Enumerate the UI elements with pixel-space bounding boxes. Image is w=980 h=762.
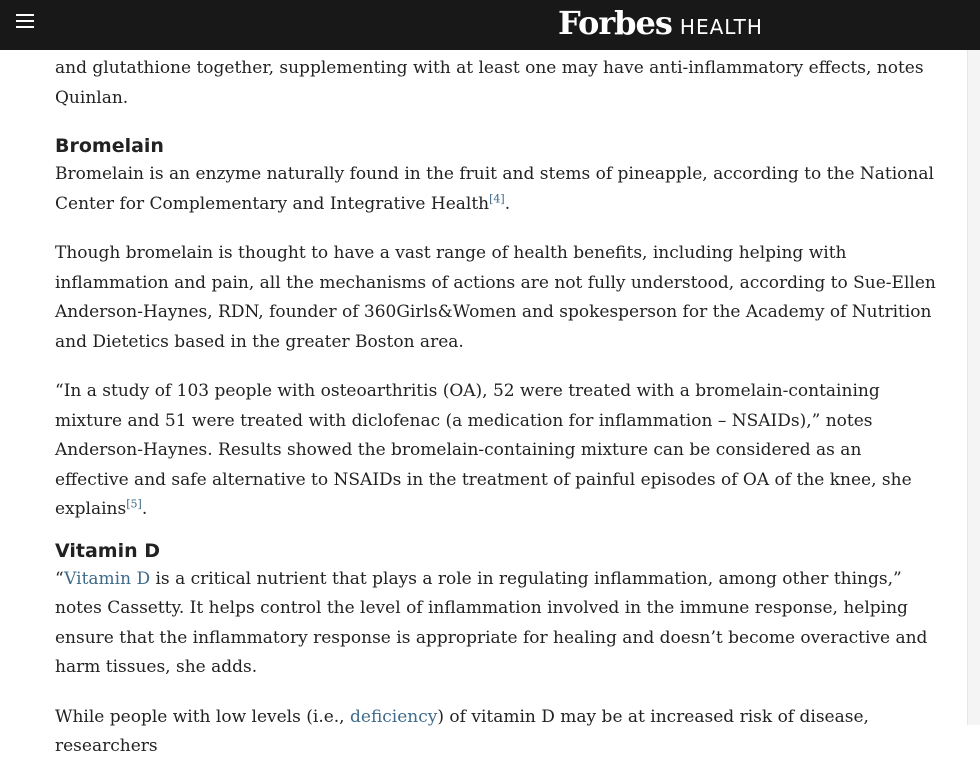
menu-line xyxy=(16,26,34,28)
article-body xyxy=(55,54,940,762)
vitamin-d-open-quote: “ xyxy=(55,568,65,589)
bromelain-p1-text: Bromelain is an enzyme naturally found in the fruit and stems of pineapple, according to the National Center for Complementary and Integrative Health xyxy=(55,164,934,214)
citation-link-4[interactable]: [4] xyxy=(489,191,505,205)
bromelain-paragraph-3 xyxy=(55,377,940,525)
hamburger-menu-icon[interactable] xyxy=(16,14,36,30)
intro-paragraph: and glutathione together, supplementing with at least one may have anti-inflammatory effects, notes Quinlan. xyxy=(55,58,924,108)
bromelain-p3-end: . xyxy=(141,499,148,519)
bromelain-paragraph-2: Though bromelain is thought to have a vast range of health benefits, including helping with inflammation and pain, all the mechanisms of actions are not fully understood, according to Sue-Ellen Anderson-Haynes, RDN, founder of 360Girls&Women and spokesperson for the Academy of Nutrition and Dietetics based in the greater Boston area. xyxy=(55,243,936,352)
section-heading-vitamin-d: Vitamin D xyxy=(55,539,161,562)
top-navigation-bar xyxy=(0,0,980,50)
vitamin-d-paragraph-2 xyxy=(55,703,940,762)
logo-forbes: Forbes xyxy=(558,4,672,42)
logo-health: HEALTH xyxy=(679,15,763,39)
bromelain-paragraph-1 xyxy=(55,160,940,219)
citation-link-5[interactable]: [5] xyxy=(126,497,142,511)
menu-line xyxy=(16,14,34,16)
forbes-health-logo[interactable] xyxy=(558,4,763,46)
section-heading-bromelain: Bromelain xyxy=(55,135,164,157)
menu-line xyxy=(16,20,34,22)
vitamin-d-p2-before: While people with low levels (i.e., xyxy=(55,706,350,727)
vitamin-d-p2-after: ) of vitamin D may be at increased risk of disease, researchers xyxy=(55,706,869,756)
vitamin-d-p1-text: is a critical nutrient that plays a role in regulating inflammation, among other things,” notes Cassetty. It helps control the level of inflammation involved in the immune response, helping ensure that the inflammatory response is appropriate for healing and doesn’t become overactive and harm tissues, she adds. xyxy=(55,568,928,677)
bromelain-p1-end: . xyxy=(504,193,511,214)
deficiency-link[interactable]: deficiency xyxy=(350,706,438,727)
vitamin-d-paragraph-1 xyxy=(55,565,940,683)
vitamin-d-link[interactable]: Vitamin D xyxy=(64,568,151,589)
bromelain-p3-text: “In a study of 103 people with osteoarthritis (OA), 52 were treated with a bromelain-containing mixture and 51 were treated with diclofenac (a medication for inflammation – NSAIDs),” notes Anderson-Haynes. Results showed the bromelain-containing mixture can be considered as an effective and safe alternative to NSAIDs in the treatment of painful episodes of OA of the knee, she explains xyxy=(55,381,912,519)
scrollbar-track[interactable] xyxy=(967,50,980,725)
